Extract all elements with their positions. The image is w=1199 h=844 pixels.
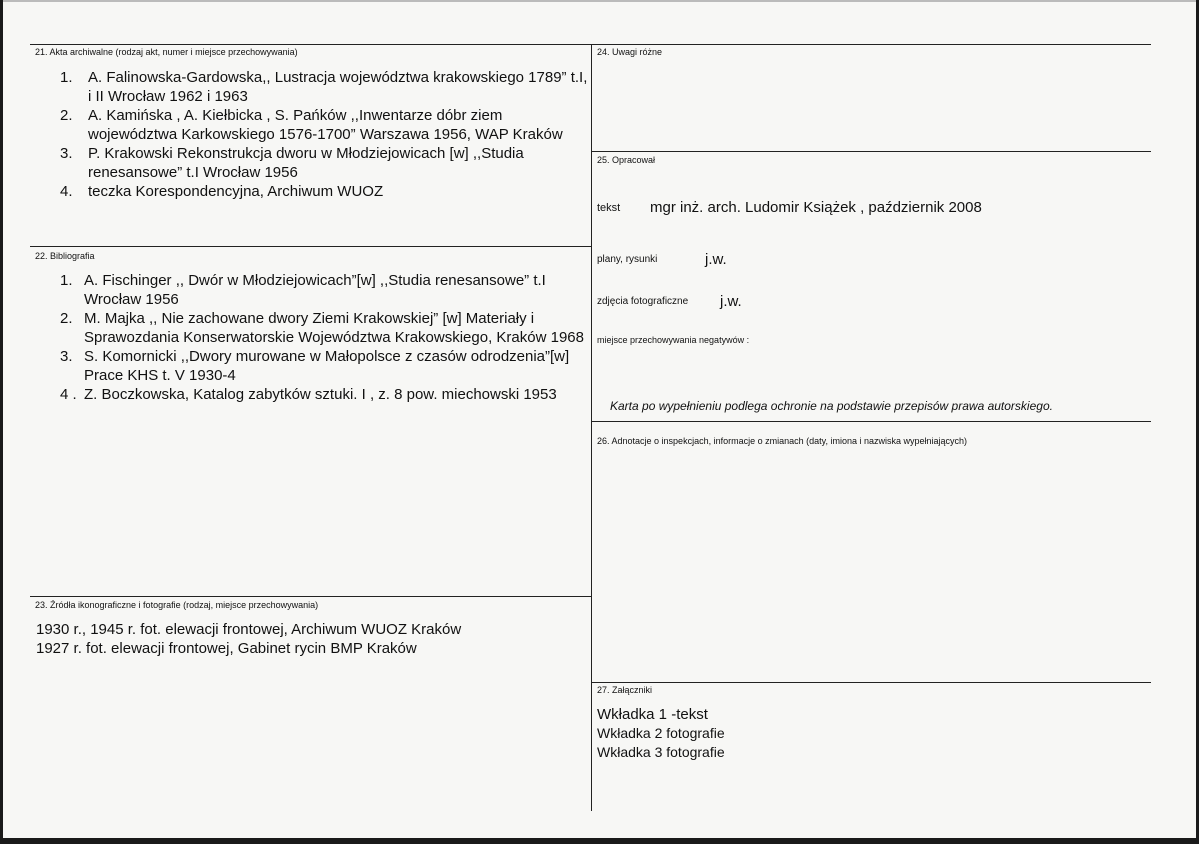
list-item: 1. A. Fischinger ,, Dwór w Młodziejowicach”[w] ,,Studia renesansowe” t.I Wrocław 1956 <box>60 272 546 308</box>
miejsce-label: miejsce przechowywania negatywów : <box>597 335 750 345</box>
center-divider <box>591 44 592 811</box>
attachment-item: Wkładka 3 fotografie <box>597 744 725 760</box>
tekst-label: tekst <box>597 202 621 214</box>
section-23-iconographic-sources <box>36 620 586 658</box>
section-27-header: 27. Załączniki <box>597 685 653 695</box>
tekst-value: mgr inż. arch. Ludomir Książek , październik 2008 <box>650 199 982 216</box>
section-25-header: 25. Opracował <box>597 155 656 165</box>
zdjecia-label: zdjęcia fotograficzne <box>597 296 689 307</box>
page-edge-left <box>0 0 3 844</box>
section-22-bibliography <box>60 271 590 404</box>
divider-26-27 <box>592 682 1151 683</box>
divider-22-23 <box>30 596 592 597</box>
divider-21-22 <box>30 246 592 247</box>
list-item: 4. teczka Korespondencyjna, Archiwum WUOZ <box>60 183 384 200</box>
section-24-header: 24. Uwagi różne <box>597 47 663 57</box>
list-item: 2. A. Kamińska , A. Kiełbicka , S. Pańków ,,Inwentarze dóbr ziem województwa Karkowskiego 1576-1700” Warszawa 1956, WAP Kraków <box>60 107 563 143</box>
section-26-header: 26. Adnotacje o inspekcjach, informacje o zmianach (daty, imiona i nazwiska wypełniających) <box>597 436 968 446</box>
attachment-item: Wkładka 1 -tekst <box>597 706 708 723</box>
divider-25-26 <box>592 421 1151 422</box>
plany-label: plany, rysunki <box>597 254 658 265</box>
source-line: 1930 r., 1945 r. fot. elewacji frontowej, Archiwum WUOZ Kraków <box>36 621 462 638</box>
plany-value: j.w. <box>705 251 727 268</box>
divider-24-25 <box>592 151 1151 152</box>
source-line: 1927 r. fot. elewacji frontowej, Gabinet rycin BMP Kraków <box>36 640 417 657</box>
list-item: 4 . Z. Boczkowska, Katalog zabytków sztuki. I , z. 8 pow. miechowski 1953 <box>60 386 557 403</box>
list-item: 3. S. Komornicki ,,Dwory murowane w Małopolsce z czasów odrodzenia”[w] Prace KHS t. V 1930-4 <box>60 348 570 384</box>
attachment-item: Wkładka 2 fotografie <box>597 725 725 741</box>
section-27-attachments <box>597 705 1097 762</box>
list-item: 1. A. Falinowska-Gardowska,, Lustracja województwa krakowskiego 1789” t.I, i II Wrocław 1962 i 1963 <box>60 69 588 105</box>
list-item: 2. M. Majka ,, Nie zachowane dwory Ziemi Krakowskiej” [w] Materiały i Sprawozdania Konserwatorskie Województwa Krakowskiego, Kraków 1968 <box>60 310 584 346</box>
copyright-note: Karta po wypełnieniu podlega ochronie na podstawie przepisów prawa autorskiego. <box>610 399 1053 413</box>
page-edge-top <box>0 0 1199 2</box>
list-item: 3. P. Krakowski Rekonstrukcja dworu w Młodziejowicach [w] ,,Studia renesansowe” t.I Wrocław 1956 <box>60 145 524 181</box>
section-21-archival-records <box>60 68 590 201</box>
page-edge-bottom <box>0 838 1199 844</box>
section-23-header: 23. Źródła ikonograficzne i fotografie (rodzaj, miejsce przechowywania) <box>35 600 319 610</box>
zdjecia-value: j.w. <box>720 293 742 310</box>
section-21-header: 21. Akta archiwalne (rodzaj akt, numer i miejsce przechowywania) <box>35 47 298 57</box>
section-22-header: 22. Bibliografia <box>35 251 95 261</box>
